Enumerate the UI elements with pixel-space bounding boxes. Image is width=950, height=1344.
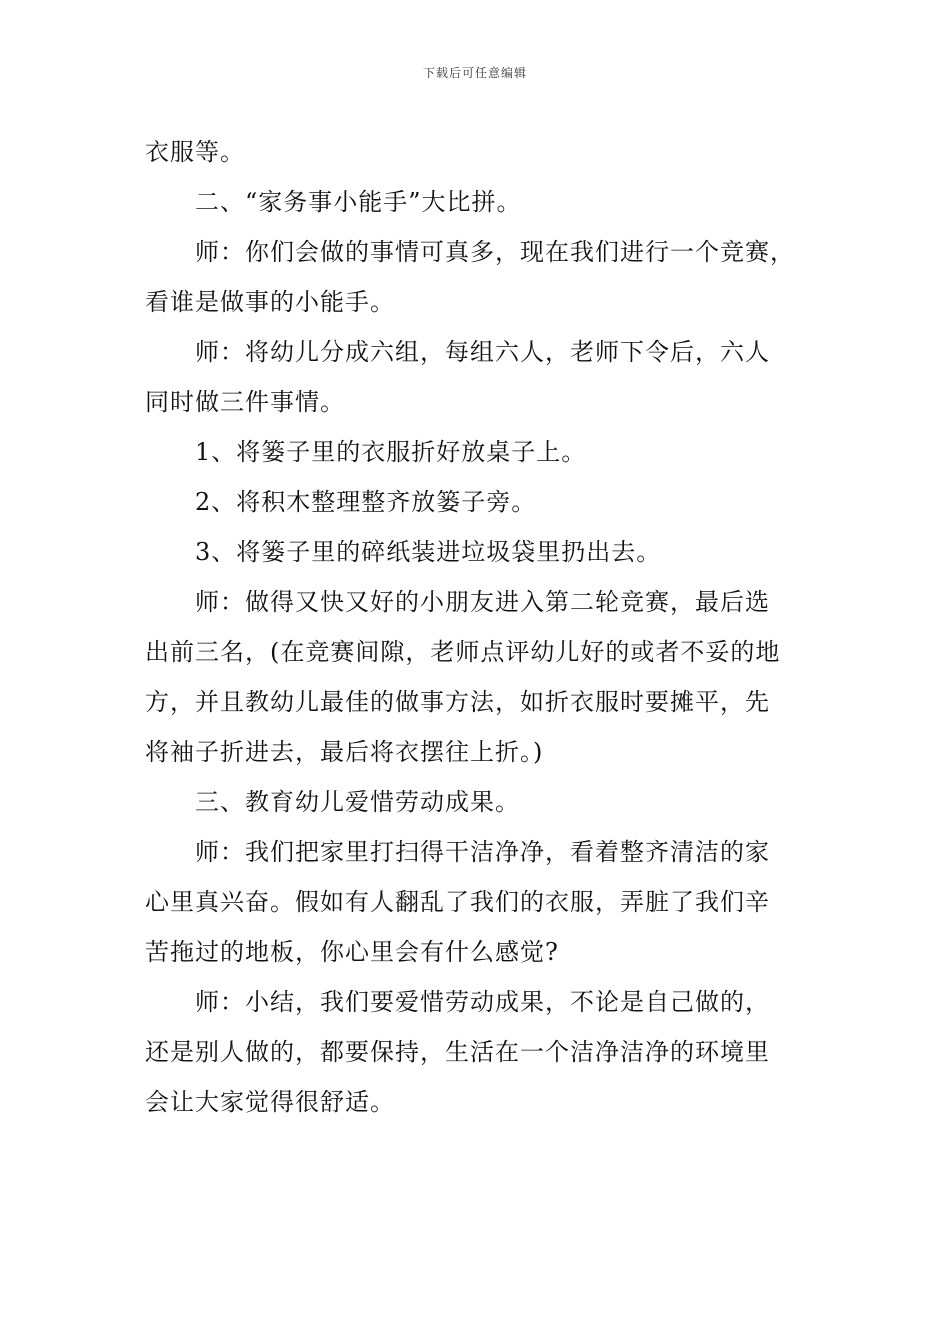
text-line: 苦拖过的地板，你心里会有什么感觉? xyxy=(145,938,559,966)
text-line: 方，并且教幼儿最佳的做事方法，如折衣服时要摊平，先 xyxy=(145,688,770,716)
document-body xyxy=(145,127,825,1127)
text-line: 师：做得又快又好的小朋友进入第二轮竞赛，最后选 xyxy=(195,588,770,616)
section-heading: 二、“家务事小能手”大比拼。 xyxy=(195,188,522,216)
list-item: 1、将篓子里的衣服折好放桌子上。 xyxy=(195,438,587,466)
list-item: 2、将积木整理整齐放篓子旁。 xyxy=(195,488,537,516)
text-line: 师：将幼儿分成六组，每组六人，老师下令后，六人 xyxy=(195,338,770,366)
text-line: 衣服等。 xyxy=(145,138,245,166)
text-line: 将袖子折进去，最后将衣摆往上折。) xyxy=(145,738,544,766)
text-line: 会让大家觉得很舒适。 xyxy=(145,1088,395,1116)
text-line: 师：小结，我们要爱惜劳动成果，不论是自己做的， xyxy=(195,988,770,1016)
section-heading: 三、教育幼儿爱惜劳动成果。 xyxy=(195,788,520,816)
header-note: 下载后可任意编辑 xyxy=(422,66,527,80)
text-line: 同时做三件事情。 xyxy=(145,388,345,416)
text-line: 师：我们把家里打扫得干洁净净，看着整齐清洁的家 xyxy=(195,838,770,866)
text-line: 师：你们会做的事情可真多，现在我们进行一个竞赛， xyxy=(195,238,795,266)
text-line: 还是别人做的，都要保持，生活在一个洁净洁净的环境里 xyxy=(145,1038,770,1066)
text-line: 心里真兴奋。假如有人翻乱了我们的衣服，弄脏了我们辛 xyxy=(145,888,770,916)
list-item: 3、将篓子里的碎纸装进垃圾袋里扔出去。 xyxy=(195,538,662,566)
text-line: 看谁是做事的小能手。 xyxy=(145,288,395,316)
text-line: 出前三名，(在竞赛间隙，老师点评幼儿好的或者不妥的地 xyxy=(145,638,781,666)
